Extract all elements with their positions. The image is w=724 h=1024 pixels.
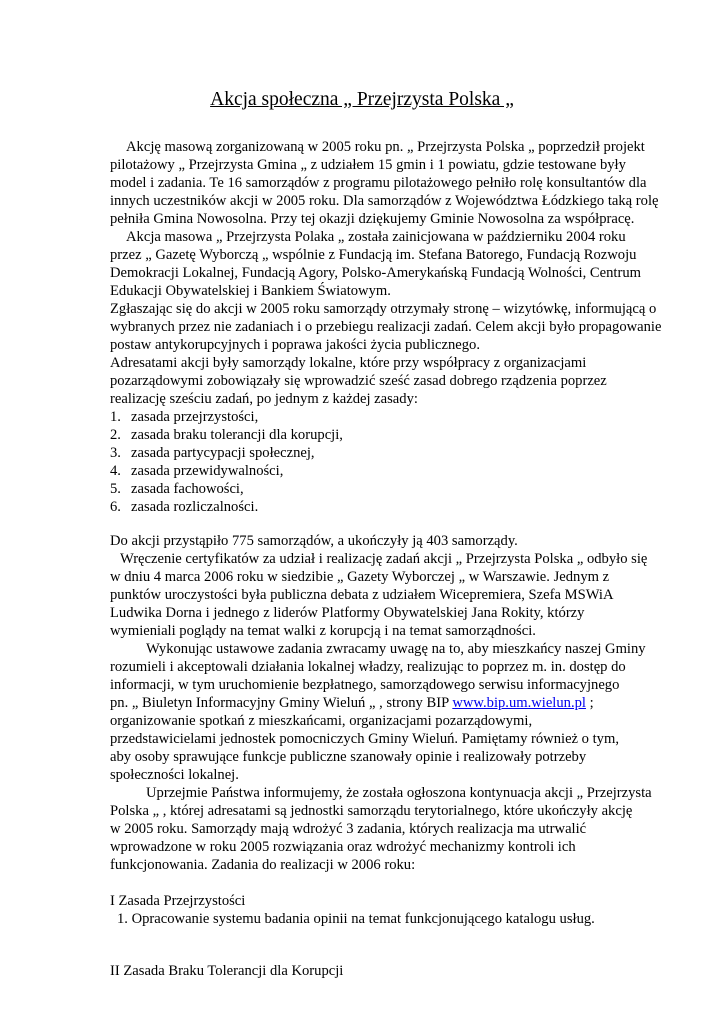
paragraph-line: Demokracji Lokalnej, Fundacją Agory, Polsko-Amerykańską Fundacją Wolności, Centrum [110, 265, 641, 281]
list-item: zasada przewidywalności, [131, 463, 284, 479]
list-item: zasada fachowości, [131, 481, 244, 497]
paragraph-line: Wręczenie certyfikatów za udział i realizację zadań akcji „ Przejrzysta Polska „ odbyło się [120, 551, 648, 567]
list-item-number: 3. [110, 445, 121, 461]
paragraph-line: Polska „ , której adresatami są jednostki samorządu terytorialnego, które ukończyły akcję [110, 803, 633, 819]
list-item-number: 5. [110, 481, 121, 497]
link-suffix-text: ; [585, 695, 594, 711]
paragraph-line: Edukacji Obywatelskiej i Bankiem Światowym. [110, 283, 391, 299]
paragraph-line: punktów uroczystości była publiczna debata z udziałem Wicepremiera, Szefa MSWiA [110, 587, 614, 603]
paragraph-line: Zgłaszając się do akcji w 2005 roku samorządy otrzymały stronę – wizytówkę, informującą o [110, 301, 657, 317]
paragraph-line: Wykonując ustawowe zadania zwracamy uwagę na to, aby mieszkańcy naszej Gminy [146, 641, 646, 657]
paragraph-line: postaw antykorupcyjnych i poprawa jakości życia publicznego. [110, 337, 480, 353]
paragraph-line: rozumieli i akceptowali działania lokalnej władzy, realizując to poprzez m. in. dostęp do [110, 659, 626, 675]
paragraph-line: innych uczestników akcji w 2005 roku. Dla samorządów z Województwa Łódzkiego taką rolę [110, 193, 659, 209]
paragraph-line: wybranych przez nie zadaniach i o przebiegu realizacji zadań. Celem akcji było propagowanie [110, 319, 662, 335]
bip-link[interactable]: www.bip.um.wielun.pl [452, 695, 586, 711]
paragraph-line: Do akcji przystąpiło 775 samorządów, a ukończyły ją 403 samorządy. [110, 533, 518, 549]
section-heading: II Zasada Braku Tolerancji dla Korupcji [110, 963, 344, 979]
list-item: zasada rozliczalności. [131, 499, 259, 515]
paragraph-line: pilotażowy „ Przejrzysta Gmina „ z udziałem 15 gmin i 1 powiatu, gdzie testowane były [110, 157, 626, 173]
paragraph-line: aby osoby sprawujące funkcje publiczne szanowały opinie i realizowały potrzeby [110, 749, 587, 765]
section-heading: I Zasada Przejrzystości [110, 893, 246, 909]
paragraph-line: informacji, w tym uruchomienie bezpłatnego, samorządowego serwisu informacyjnego [110, 677, 620, 693]
list-item: zasada partycypacji społecznej, [131, 445, 315, 461]
link-prefix-text: pn. „ Biuletyn Informacyjny Gminy Wieluń „ , strony BIP [110, 695, 453, 711]
list-item-number: 2. [110, 427, 121, 443]
paragraph-line: funkcjonowania. Zadania do realizacji w 2006 roku: [110, 857, 416, 873]
list-item: zasada braku tolerancji dla korupcji, [131, 427, 343, 443]
paragraph-line: Ludwika Dorna i jednego z liderów Platformy Obywatelskiej Jana Rokity, którzy [110, 605, 585, 621]
paragraph-line: wprowadzone w roku 2005 rozwiązania oraz wdrożyć mechanizmy kontroli ich [110, 839, 576, 855]
paragraph-line: Akcję masową zorganizowaną w 2005 roku pn. „ Przejrzysta Polska „ poprzedził projekt [126, 139, 645, 155]
paragraph-line: w 2005 roku. Samorządy mają wdrożyć 3 zadania, których realizacja ma utrwalić [110, 821, 587, 837]
list-item-number: 1. [110, 409, 121, 425]
list-item: zasada przejrzystości, [131, 409, 259, 425]
paragraph-line: pozarządowymi zobowiązały się wprowadzić sześć zasad dobrego rządzenia poprzez [110, 373, 607, 389]
paragraph-line: Akcja masowa „ Przejrzysta Polaka „ została zainicjowana w październiku 2004 roku [126, 229, 626, 245]
paragraph-line [110, 694, 594, 712]
paragraph-line: organizowanie spotkań z mieszkańcami, organizacjami pozarządowymi, [110, 713, 533, 729]
list-item-number: 4. [110, 463, 121, 479]
paragraph-line: realizację sześciu zadań, po jednym z każdej zasady: [110, 391, 418, 407]
paragraph-line: społeczności lokalnej. [110, 767, 239, 783]
paragraph-line: przez „ Gazetę Wyborczą „ wspólnie z Fundacją im. Stefana Batorego, Fundacją Rozwoju [110, 247, 637, 263]
paragraph-line: model i zadania. Te 16 samorządów z programu pilotażowego pełniło rolę konsultantów dla [110, 175, 647, 191]
paragraph-line: pełniła Gmina Nowosolna. Przy tej okazji dziękujemy Gminie Nowosolna za współpracę. [110, 211, 635, 227]
document-title: Akcja społeczna „ Przejrzysta Polska „ [210, 89, 514, 110]
paragraph-line: wymieniali poglądy na temat walki z korupcją i na temat samorządności. [110, 623, 536, 639]
list-item-number: 6. [110, 499, 121, 515]
paragraph-line: w dniu 4 marca 2006 roku w siedzibie „ Gazety Wyborczej „ w Warszawie. Jednym z [110, 569, 610, 585]
paragraph-line: Uprzejmie Państwa informujemy, że została ogłoszona kontynuacja akcji „ Przejrzysta [146, 785, 652, 801]
section-list-item: 1. Opracowanie systemu badania opinii na temat funkcjonującego katalogu usług. [117, 911, 595, 927]
paragraph-line: przedstawicielami jednostek pomocniczych Gminy Wieluń. Pamiętamy również o tym, [110, 731, 619, 747]
paragraph-line: Adresatami akcji były samorządy lokalne, które przy współpracy z organizacjami [110, 355, 587, 371]
